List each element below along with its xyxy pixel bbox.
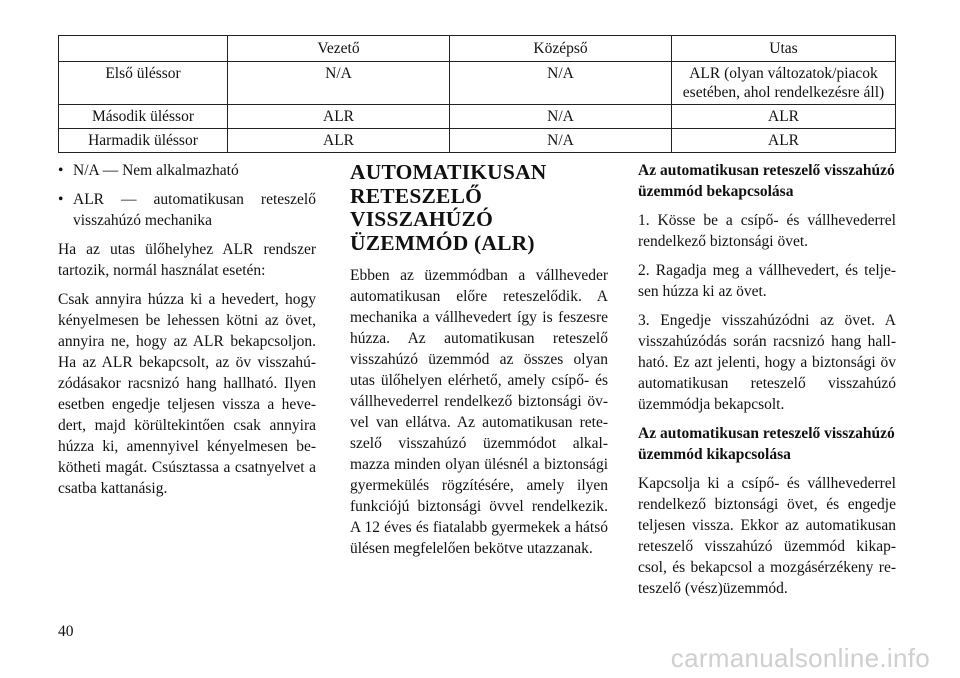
bullet-text: ALR — automatikusan reteszelő visszahúzó mechanika (73, 191, 316, 229)
paragraph: Ha az utas ülőhelyhez ALR rendszer tartozik, normál használat esetén: (58, 241, 316, 279)
table-header-cell: Középső (450, 36, 672, 62)
table-cell: ALR (672, 129, 896, 153)
paragraph: Kapcsolja ki a csípő- és vállhevederrel rendelkező biztonsági övet, és engedje teljesen vissza. Ekkor az automatikusan reteszelő visszahúzó üzemmód kikap-csol, és bekapcsol a mozgásérzékeny re-teszelő (vész)üzemmód. (638, 475, 896, 597)
table-cell: ALR (228, 129, 450, 153)
middle-column (350, 160, 608, 567)
table-cell: N/A (450, 129, 672, 153)
step-item: 3. Engedje visszahúzódni az övet. A visszahúzódás során racsnizó hang hall-ható. Ez azt jelenti, hogy a biztonsági öv automatikusan reteszelő visszahúzó üzemmódja bekapcsolt. (638, 312, 896, 413)
table-header-cell: Utas (672, 36, 896, 62)
bullet-text: N/A — Nem alkalmazható (73, 162, 239, 179)
step-item: 1. Kösse be a csípő- és vállhevederrel rendelkező biztonsági övet. (638, 212, 896, 250)
list-item (58, 160, 316, 181)
seat-belt-table (58, 35, 896, 153)
table-cell: N/A (450, 62, 672, 105)
list-item (58, 189, 316, 231)
table-cell: ALR (672, 105, 896, 129)
left-column (58, 160, 316, 507)
section-heading: AUTOMATIKUSAN RETESZELŐ VISSZAHÚZÓ ÜZEMMÓD (ALR) (350, 160, 547, 255)
subheading: Az automatikusan reteszelő visszahúzó üzemmód kikapcsolása (638, 425, 895, 463)
table-row (59, 62, 896, 105)
table-cell: Harmadik üléssor (59, 129, 228, 153)
table-header-cell: Vezető (228, 36, 450, 62)
table-cell: ALR (olyan változatok/piacok esetében, ahol rendelkezésre áll) (672, 62, 896, 105)
table-row (59, 129, 896, 153)
table-cell: N/A (450, 105, 672, 129)
table-cell: ALR (228, 105, 450, 129)
step-item: 2. Ragadja meg a vállhevedert, és telje-sen húzza ki az övet. (638, 262, 896, 300)
paragraph: Ebben az üzemmódban a vállheveder automatikusan előre reteszelődik. A mechanika a vállhevedert így is feszesre húzza. Az automatikusan reteszelő visszahúzó üzemmód az összes olyan utas ülőhelyen elérhető, amely csípő- és vállhevederrel rendelkező biztonsági öv-vel van ellátva. Az automatikusan rete-szelő visszahúzó üzemmódot alkal-mazza minden olyan ülésnél a biztonsági gyermekülés rögzítésére, amely ilyen funkciójú biztonsági övvel rendelkezik. A 12 éves és fiatalabb gyermekek a hátsó ülésen megfelelően bekötve utazzanak. (350, 267, 608, 557)
page-number: 40 (58, 623, 74, 640)
right-column (638, 160, 896, 607)
table-header-row (59, 36, 896, 62)
subheading: Az automatikusan reteszelő visszahúzó üzemmód bekapcsolása (638, 162, 895, 200)
table-cell: Első üléssor (59, 62, 228, 105)
watermark: carmanualsonline.info (670, 643, 930, 673)
bullet-icon: • (58, 191, 64, 208)
paragraph: Csak annyira húzza ki a hevedert, hogy kényelmesen be lehessen kötni az övet, annyira ne, hogy az ALR bekapcsoljon. Ha az ALR bekapcsolt, az öv visszahú-zódásakor racsnizó hang hallható. Ilyen esetben engedje teljesen vissza a heve-dert, majd körültekintően csak annyira húzza ki, amennyivel kényelmesen be-kötheti magát. Csúsztassa a csatnyelvet a csatba kattanásig. (58, 291, 316, 497)
table-header-cell (59, 36, 228, 62)
table-row (59, 105, 896, 129)
table-cell: Második üléssor (59, 105, 228, 129)
table-cell: N/A (228, 62, 450, 105)
bullet-icon: • (58, 162, 64, 179)
